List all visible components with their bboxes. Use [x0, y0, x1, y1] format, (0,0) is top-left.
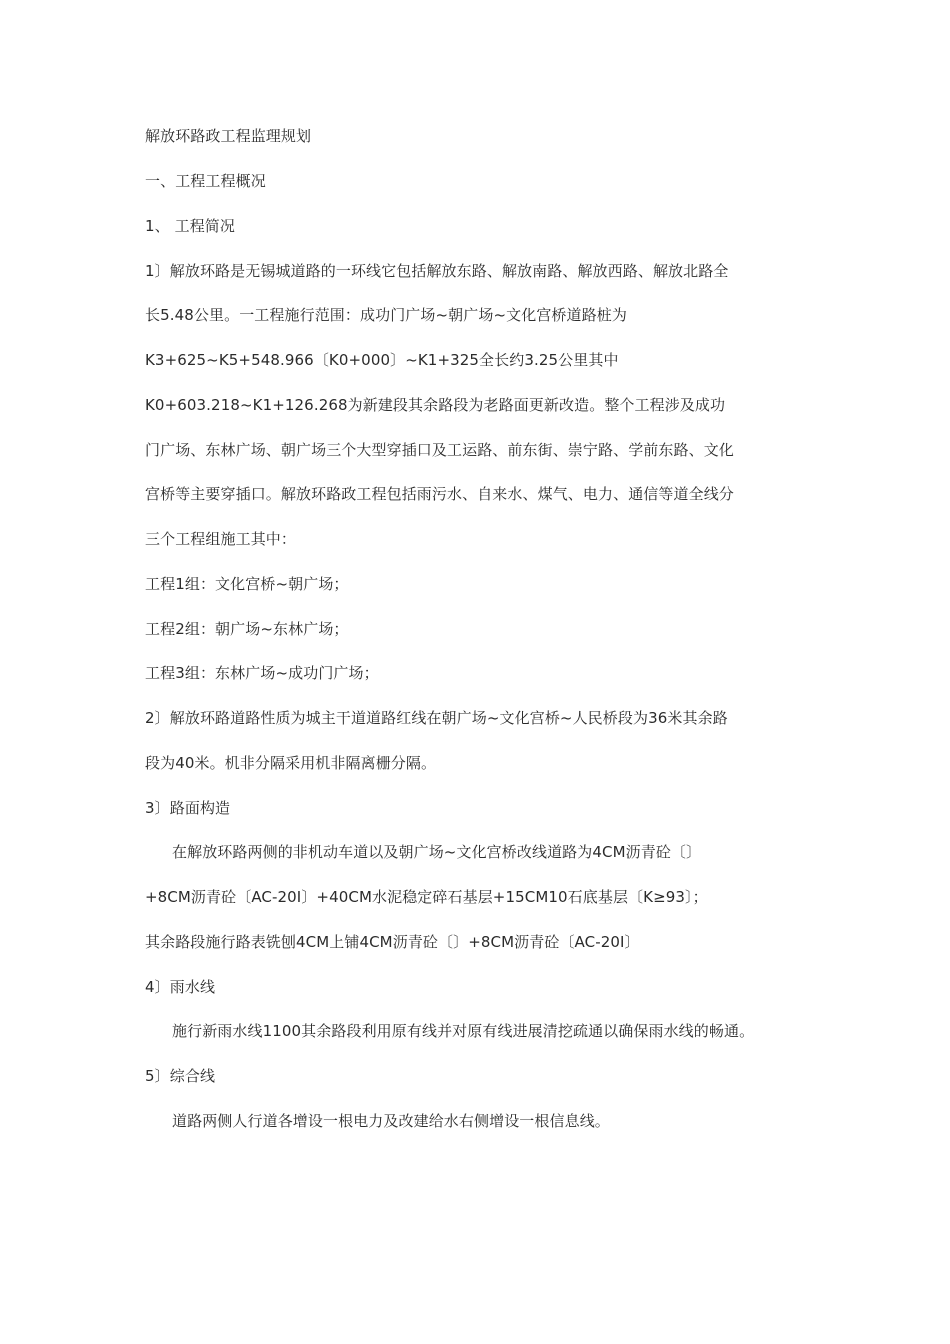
item-5-heading: 5〕综合线	[145, 1067, 216, 1085]
project-group-1: 工程1组：文化宫桥~朝广场；	[145, 575, 349, 593]
paragraph-3-line-2: +8CM沥青砼〔AC-20Ⅰ〕+40CM水泥稳定碎石基层+15CM10石底基层〔K≥93〕；	[145, 888, 708, 906]
paragraph-2-line-1: 2〕解放环路道路性质为城主干道道路红线在朝广场~文化宫桥~人民桥段为36米其余路	[145, 709, 728, 727]
paragraph-1-line-6: 宫桥等主要穿插口。解放环路政工程包括雨污水、自来水、煤气、电力、通信等道全线分	[145, 485, 734, 503]
paragraph-3-line-1: 在解放环路两侧的非机动车道以及朝广场~文化宫桥改线道路为4CM沥青砼〔〕	[172, 843, 702, 861]
paragraph-1-line-1: 1〕解放环路是无锡城道路的一环线它包括解放东路、解放南路、解放西路、解放北路全	[145, 262, 729, 280]
paragraph-1-line-2: 长5.48公里。一工程施行范围：成功门广场~朝广场~文化宫桥道路桩为	[145, 306, 627, 324]
paragraph-1-line-5: 门广场、东林广场、朝广场三个大型穿插口及工运路、前东街、崇宁路、学前东路、文化	[145, 441, 734, 459]
subsection-heading-project-brief: 1、 工程简况	[145, 217, 236, 235]
paragraph-3-line-3: 其余路段施行路表铣刨4CM上铺4CM沥青砼〔〕+8CM沥青砼〔AC-20Ⅰ〕	[145, 933, 640, 951]
paragraph-4: 施行新雨水线1100其余路段利用原有线并对原有线进展清挖疏通以确保雨水线的畅通。	[172, 1022, 755, 1040]
item-3-heading: 3〕路面构造	[145, 799, 231, 817]
project-group-2: 工程2组：朝广场~东林广场；	[145, 620, 349, 638]
paragraph-1-line-7: 三个工程组施工其中：	[145, 530, 297, 548]
paragraph-2-line-2: 段为40米。机非分隔采用机非隔离栅分隔。	[145, 754, 437, 772]
section-heading-project-overview: 一、工程工程概况	[145, 172, 266, 190]
paragraph-1-line-4: K0+603.218~K1+126.268为新建段其余路段为老路面更新改造。整个工程涉及成功	[145, 396, 726, 414]
paragraph-1-line-3: K3+625~K5+548.966〔K0+000〕~K1+325全长约3.25公里其中	[145, 351, 619, 369]
paragraph-5: 道路两侧人行道各增设一根电力及改建给水右侧增设一根信息线。	[172, 1112, 610, 1130]
project-group-3: 工程3组：东林广场~成功门广场；	[145, 664, 379, 682]
item-4-heading: 4〕雨水线	[145, 978, 216, 996]
document-title: 解放环路政工程监理规划	[145, 127, 312, 145]
